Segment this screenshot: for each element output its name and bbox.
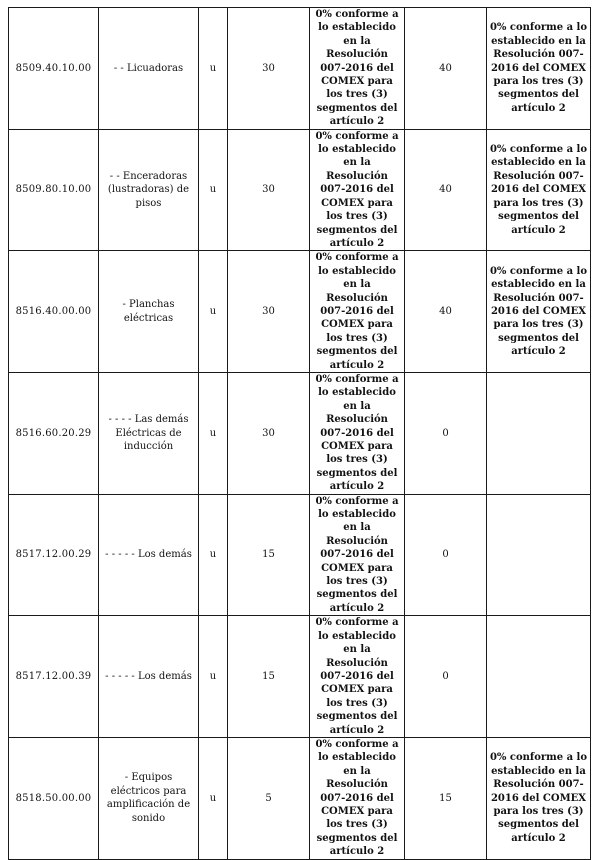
unit-cell: u: [199, 616, 228, 738]
note-cell: [487, 494, 591, 616]
note-cell: 0% conforme a lo establecido en la Resolución 007-2016 del COMEX para los tres (3) segmentos del artículo 2: [487, 129, 591, 251]
table-row: [9, 129, 591, 251]
rate-cell: 5: [228, 737, 310, 859]
unit-cell: u: [199, 372, 228, 494]
note-cell: 0% conforme a lo establecido en la Resolución 007-2016 del COMEX para los tres (3) segmentos del artículo 2: [487, 737, 591, 859]
note-cell: 0% conforme a lo establecido en la Resolución 007-2016 del COMEX para los tres (3) segmentos del artículo 2: [310, 129, 405, 251]
rate-cell: 15: [228, 494, 310, 616]
rate-cell: 0: [405, 372, 487, 494]
unit-cell: u: [199, 494, 228, 616]
note-cell: 0% conforme a lo establecido en la Resolución 007-2016 del COMEX para los tres (3) segmentos del artículo 2: [310, 8, 405, 130]
unit-cell: u: [199, 129, 228, 251]
table-row: [9, 616, 591, 738]
note-cell: 0% conforme a lo establecido en la Resolución 007-2016 del COMEX para los tres (3) segmentos del artículo 2: [310, 372, 405, 494]
table-row: [9, 8, 591, 130]
note-cell: 0% conforme a lo establecido en la Resolución 007-2016 del COMEX para los tres (3) segmentos del artículo 2: [310, 737, 405, 859]
note-cell: 0% conforme a lo establecido en la Resolución 007-2016 del COMEX para los tres (3) segmentos del artículo 2: [487, 8, 591, 130]
description-cell: - Equipos eléctricos para amplificación de sonido: [99, 737, 199, 859]
tariff-code-cell: 8509.40.10.00: [9, 8, 99, 130]
rate-cell: 30: [228, 372, 310, 494]
table-row: [9, 737, 591, 859]
rate-cell: 15: [405, 737, 487, 859]
tariff-code-cell: 8517.12.00.29: [9, 494, 99, 616]
description-cell: - Planchas eléctricas: [99, 251, 199, 373]
rate-cell: 40: [405, 129, 487, 251]
tariff-code-cell: 8509.80.10.00: [9, 129, 99, 251]
rate-cell: 30: [228, 251, 310, 373]
note-cell: [487, 616, 591, 738]
tariff-code-cell: 8517.12.00.39: [9, 616, 99, 738]
table-row: [9, 251, 591, 373]
unit-cell: u: [199, 737, 228, 859]
tariff-code-cell: 8516.60.20.29: [9, 372, 99, 494]
table-row: [9, 494, 591, 616]
description-cell: - - - - Las demás Eléctricas de inducción: [99, 372, 199, 494]
description-cell: - - - - - Los demás: [99, 494, 199, 616]
note-cell: 0% conforme a lo establecido en la Resolución 007-2016 del COMEX para los tres (3) segmentos del artículo 2: [487, 251, 591, 373]
description-cell: - - Enceradoras (lustradoras) de pisos: [99, 129, 199, 251]
rate-cell: 15: [228, 616, 310, 738]
rate-cell: 30: [228, 129, 310, 251]
note-cell: 0% conforme a lo establecido en la Resolución 007-2016 del COMEX para los tres (3) segmentos del artículo 2: [310, 251, 405, 373]
rate-cell: 30: [228, 8, 310, 130]
tariff-table: [8, 7, 591, 860]
tariff-code-cell: 8518.50.00.00: [9, 737, 99, 859]
unit-cell: u: [199, 8, 228, 130]
description-cell: - - Licuadoras: [99, 8, 199, 130]
note-cell: 0% conforme a lo establecido en la Resolución 007-2016 del COMEX para los tres (3) segmentos del artículo 2: [310, 494, 405, 616]
rate-cell: 40: [405, 251, 487, 373]
rate-cell: 0: [405, 616, 487, 738]
rate-cell: 0: [405, 494, 487, 616]
table-row: [9, 372, 591, 494]
description-cell: - - - - - Los demás: [99, 616, 199, 738]
tariff-code-cell: 8516.40.00.00: [9, 251, 99, 373]
unit-cell: u: [199, 251, 228, 373]
note-cell: 0% conforme a lo establecido en la Resolución 007-2016 del COMEX para los tres (3) segmentos del artículo 2: [310, 616, 405, 738]
rate-cell: 40: [405, 8, 487, 130]
note-cell: [487, 372, 591, 494]
